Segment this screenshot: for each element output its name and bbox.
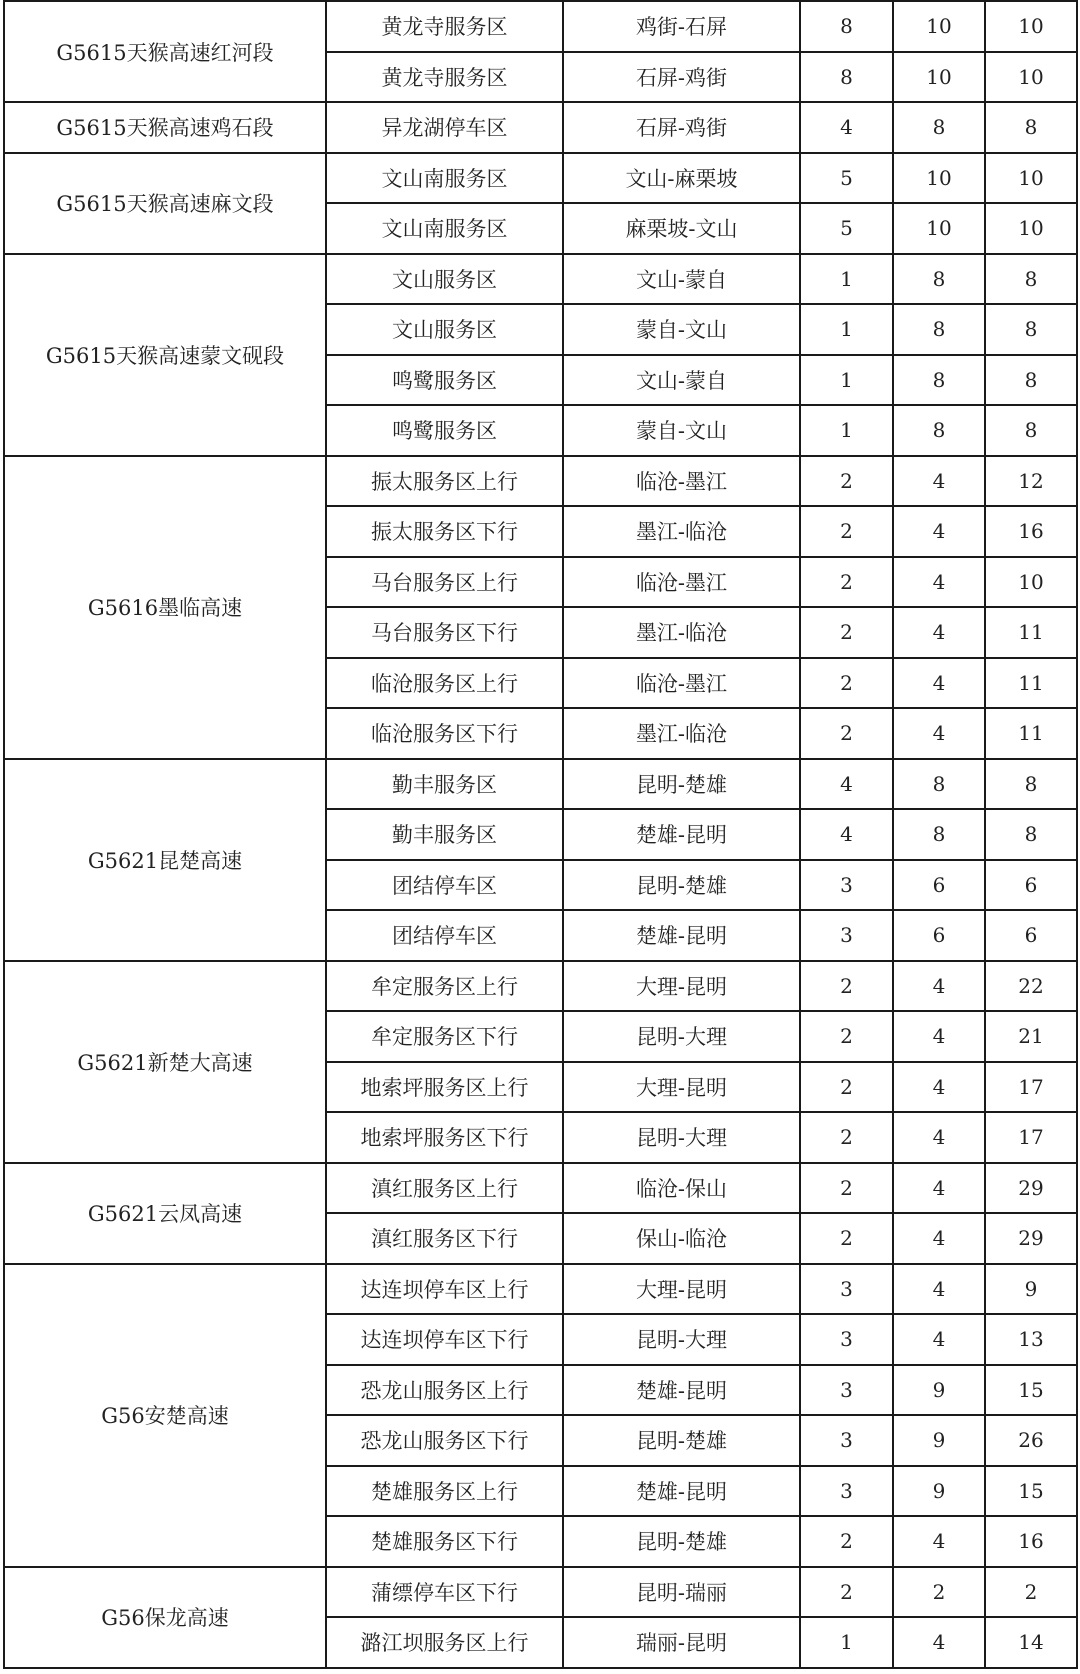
service-area-cell: 牟定服务区上行 xyxy=(326,961,563,1012)
service-area-cell: 鸣鹭服务区 xyxy=(326,405,563,456)
value-b-cell: 2 xyxy=(893,1567,985,1618)
direction-cell: 石屏-鸡街 xyxy=(563,52,800,103)
value-b-cell: 4 xyxy=(893,607,985,658)
direction-cell: 墨江-临沧 xyxy=(563,607,800,658)
service-area-cell: 滇红服务区下行 xyxy=(326,1213,563,1264)
table-row xyxy=(4,456,1077,507)
direction-cell: 昆明-瑞丽 xyxy=(563,1567,800,1618)
table-row xyxy=(4,102,1077,153)
direction-cell: 蒙自-文山 xyxy=(563,405,800,456)
value-a-cell: 2 xyxy=(800,1163,893,1214)
value-a-cell: 1 xyxy=(800,1617,893,1668)
service-area-cell: 鸣鹭服务区 xyxy=(326,355,563,406)
direction-cell: 昆明-大理 xyxy=(563,1112,800,1163)
value-b-cell: 4 xyxy=(893,456,985,507)
table-row xyxy=(4,1264,1077,1315)
value-b-cell: 10 xyxy=(893,203,985,254)
value-a-cell: 4 xyxy=(800,809,893,860)
road-section-cell: G5615天猴高速蒙文砚段 xyxy=(4,254,326,456)
service-area-cell: 勤丰服务区 xyxy=(326,759,563,810)
value-c-cell: 6 xyxy=(985,860,1077,911)
service-area-cell: 地索坪服务区上行 xyxy=(326,1062,563,1113)
value-b-cell: 4 xyxy=(893,708,985,759)
direction-cell: 昆明-楚雄 xyxy=(563,1415,800,1466)
value-b-cell: 8 xyxy=(893,809,985,860)
service-area-cell: 马台服务区下行 xyxy=(326,607,563,658)
value-b-cell: 4 xyxy=(893,1314,985,1365)
service-area-cell: 团结停车区 xyxy=(326,860,563,911)
value-c-cell: 8 xyxy=(985,405,1077,456)
value-a-cell: 2 xyxy=(800,506,893,557)
value-b-cell: 10 xyxy=(893,1,985,52)
road-section-cell: G5616墨临高速 xyxy=(4,456,326,759)
value-c-cell: 17 xyxy=(985,1062,1077,1113)
value-a-cell: 3 xyxy=(800,1466,893,1517)
service-area-cell: 地索坪服务区下行 xyxy=(326,1112,563,1163)
direction-cell: 石屏-鸡街 xyxy=(563,102,800,153)
value-c-cell: 10 xyxy=(985,557,1077,608)
service-area-cell: 勤丰服务区 xyxy=(326,809,563,860)
value-c-cell: 11 xyxy=(985,658,1077,709)
service-area-cell: 达连坝停车区上行 xyxy=(326,1264,563,1315)
value-a-cell: 2 xyxy=(800,557,893,608)
table-row xyxy=(4,1163,1077,1214)
value-c-cell: 29 xyxy=(985,1213,1077,1264)
value-b-cell: 4 xyxy=(893,1112,985,1163)
service-area-cell: 临沧服务区下行 xyxy=(326,708,563,759)
value-c-cell: 16 xyxy=(985,506,1077,557)
service-area-cell: 团结停车区 xyxy=(326,910,563,961)
value-a-cell: 2 xyxy=(800,1062,893,1113)
service-area-cell: 牟定服务区下行 xyxy=(326,1011,563,1062)
value-a-cell: 5 xyxy=(800,153,893,204)
direction-cell: 文山-蒙自 xyxy=(563,355,800,406)
value-c-cell: 10 xyxy=(985,203,1077,254)
value-b-cell: 6 xyxy=(893,860,985,911)
road-section-cell: G5615天猴高速鸡石段 xyxy=(4,102,326,153)
value-b-cell: 8 xyxy=(893,759,985,810)
value-b-cell: 10 xyxy=(893,52,985,103)
direction-cell: 昆明-楚雄 xyxy=(563,759,800,810)
direction-cell: 临沧-墨江 xyxy=(563,658,800,709)
direction-cell: 临沧-墨江 xyxy=(563,456,800,507)
road-section-cell: G5621云凤高速 xyxy=(4,1163,326,1264)
value-a-cell: 1 xyxy=(800,405,893,456)
value-c-cell: 10 xyxy=(985,153,1077,204)
direction-cell: 楚雄-昆明 xyxy=(563,1365,800,1416)
value-a-cell: 1 xyxy=(800,355,893,406)
table-row xyxy=(4,961,1077,1012)
value-b-cell: 4 xyxy=(893,1516,985,1567)
value-a-cell: 2 xyxy=(800,607,893,658)
service-area-cell: 马台服务区上行 xyxy=(326,557,563,608)
value-b-cell: 8 xyxy=(893,405,985,456)
direction-cell: 昆明-楚雄 xyxy=(563,860,800,911)
value-a-cell: 4 xyxy=(800,102,893,153)
direction-cell: 麻栗坡-文山 xyxy=(563,203,800,254)
value-b-cell: 4 xyxy=(893,961,985,1012)
value-a-cell: 1 xyxy=(800,254,893,305)
value-c-cell: 10 xyxy=(985,52,1077,103)
value-c-cell: 15 xyxy=(985,1365,1077,1416)
value-a-cell: 2 xyxy=(800,1112,893,1163)
value-b-cell: 8 xyxy=(893,254,985,305)
value-c-cell: 26 xyxy=(985,1415,1077,1466)
service-area-cell: 文山南服务区 xyxy=(326,203,563,254)
value-c-cell: 8 xyxy=(985,809,1077,860)
value-b-cell: 8 xyxy=(893,355,985,406)
value-a-cell: 2 xyxy=(800,658,893,709)
service-area-cell: 楚雄服务区上行 xyxy=(326,1466,563,1517)
road-section-cell: G5621昆楚高速 xyxy=(4,759,326,961)
value-a-cell: 2 xyxy=(800,708,893,759)
value-c-cell: 8 xyxy=(985,759,1077,810)
value-c-cell: 15 xyxy=(985,1466,1077,1517)
value-c-cell: 8 xyxy=(985,355,1077,406)
value-b-cell: 4 xyxy=(893,1011,985,1062)
table-row xyxy=(4,153,1077,204)
value-c-cell: 12 xyxy=(985,456,1077,507)
value-a-cell: 2 xyxy=(800,961,893,1012)
value-b-cell: 8 xyxy=(893,102,985,153)
direction-cell: 大理-昆明 xyxy=(563,1264,800,1315)
value-b-cell: 4 xyxy=(893,506,985,557)
direction-cell: 昆明-大理 xyxy=(563,1011,800,1062)
service-area-cell: 文山服务区 xyxy=(326,304,563,355)
value-c-cell: 6 xyxy=(985,910,1077,961)
direction-cell: 文山-蒙自 xyxy=(563,254,800,305)
value-c-cell: 11 xyxy=(985,708,1077,759)
direction-cell: 蒙自-文山 xyxy=(563,304,800,355)
value-b-cell: 8 xyxy=(893,304,985,355)
value-b-cell: 9 xyxy=(893,1415,985,1466)
value-c-cell: 17 xyxy=(985,1112,1077,1163)
value-b-cell: 4 xyxy=(893,1062,985,1113)
value-a-cell: 3 xyxy=(800,1415,893,1466)
service-area-cell: 滇红服务区上行 xyxy=(326,1163,563,1214)
table-row xyxy=(4,1,1077,52)
service-area-cell: 黄龙寺服务区 xyxy=(326,52,563,103)
table-row xyxy=(4,254,1077,305)
value-a-cell: 2 xyxy=(800,1516,893,1567)
service-area-cell: 振太服务区下行 xyxy=(326,506,563,557)
direction-cell: 临沧-保山 xyxy=(563,1163,800,1214)
service-area-cell: 异龙湖停车区 xyxy=(326,102,563,153)
service-area-cell: 文山服务区 xyxy=(326,254,563,305)
value-b-cell: 4 xyxy=(893,1163,985,1214)
direction-cell: 墨江-临沧 xyxy=(563,506,800,557)
value-c-cell: 22 xyxy=(985,961,1077,1012)
value-a-cell: 3 xyxy=(800,910,893,961)
value-a-cell: 5 xyxy=(800,203,893,254)
direction-cell: 楚雄-昆明 xyxy=(563,1466,800,1517)
direction-cell: 昆明-楚雄 xyxy=(563,1516,800,1567)
value-a-cell: 2 xyxy=(800,1213,893,1264)
value-a-cell: 8 xyxy=(800,1,893,52)
value-a-cell: 2 xyxy=(800,1011,893,1062)
service-area-cell: 文山南服务区 xyxy=(326,153,563,204)
value-b-cell: 4 xyxy=(893,1617,985,1668)
value-c-cell: 21 xyxy=(985,1011,1077,1062)
direction-cell: 墨江-临沧 xyxy=(563,708,800,759)
value-c-cell: 13 xyxy=(985,1314,1077,1365)
value-b-cell: 10 xyxy=(893,153,985,204)
value-a-cell: 2 xyxy=(800,456,893,507)
road-section-cell: G56保龙高速 xyxy=(4,1567,326,1668)
direction-cell: 昆明-大理 xyxy=(563,1314,800,1365)
value-b-cell: 4 xyxy=(893,557,985,608)
value-c-cell: 8 xyxy=(985,254,1077,305)
table-row xyxy=(4,1567,1077,1618)
value-a-cell: 2 xyxy=(800,1567,893,1618)
direction-cell: 瑞丽-昆明 xyxy=(563,1617,800,1668)
value-b-cell: 9 xyxy=(893,1365,985,1416)
direction-cell: 鸡街-石屏 xyxy=(563,1,800,52)
direction-cell: 大理-昆明 xyxy=(563,1062,800,1113)
value-c-cell: 14 xyxy=(985,1617,1077,1668)
value-a-cell: 3 xyxy=(800,1365,893,1416)
value-b-cell: 4 xyxy=(893,658,985,709)
value-b-cell: 9 xyxy=(893,1466,985,1517)
direction-cell: 文山-麻栗坡 xyxy=(563,153,800,204)
table-body xyxy=(4,1,1077,1668)
service-area-cell: 楚雄服务区下行 xyxy=(326,1516,563,1567)
direction-cell: 保山-临沧 xyxy=(563,1213,800,1264)
value-c-cell: 2 xyxy=(985,1567,1077,1618)
road-section-cell: G5615天猴高速红河段 xyxy=(4,1,326,102)
value-b-cell: 4 xyxy=(893,1264,985,1315)
service-area-cell: 临沧服务区上行 xyxy=(326,658,563,709)
value-a-cell: 8 xyxy=(800,52,893,103)
service-area-cell: 黄龙寺服务区 xyxy=(326,1,563,52)
service-area-cell: 达连坝停车区下行 xyxy=(326,1314,563,1365)
value-c-cell: 11 xyxy=(985,607,1077,658)
value-a-cell: 3 xyxy=(800,1264,893,1315)
value-a-cell: 1 xyxy=(800,304,893,355)
service-area-cell: 恐龙山服务区上行 xyxy=(326,1365,563,1416)
table-row xyxy=(4,759,1077,810)
value-c-cell: 29 xyxy=(985,1163,1077,1214)
road-section-cell: G5621新楚大高速 xyxy=(4,961,326,1163)
direction-cell: 楚雄-昆明 xyxy=(563,809,800,860)
direction-cell: 楚雄-昆明 xyxy=(563,910,800,961)
service-area-cell: 恐龙山服务区下行 xyxy=(326,1415,563,1466)
value-a-cell: 3 xyxy=(800,860,893,911)
direction-cell: 大理-昆明 xyxy=(563,961,800,1012)
road-section-cell: G56安楚高速 xyxy=(4,1264,326,1567)
service-area-cell: 潞江坝服务区上行 xyxy=(326,1617,563,1668)
road-section-cell: G5615天猴高速麻文段 xyxy=(4,153,326,254)
value-c-cell: 10 xyxy=(985,1,1077,52)
value-a-cell: 3 xyxy=(800,1314,893,1365)
service-area-cell: 蒲缥停车区下行 xyxy=(326,1567,563,1618)
value-b-cell: 6 xyxy=(893,910,985,961)
value-c-cell: 9 xyxy=(985,1264,1077,1315)
value-c-cell: 16 xyxy=(985,1516,1077,1567)
value-c-cell: 8 xyxy=(985,102,1077,153)
service-area-table xyxy=(3,0,1078,1669)
value-a-cell: 4 xyxy=(800,759,893,810)
direction-cell: 临沧-墨江 xyxy=(563,557,800,608)
service-area-cell: 振太服务区上行 xyxy=(326,456,563,507)
value-c-cell: 8 xyxy=(985,304,1077,355)
value-b-cell: 4 xyxy=(893,1213,985,1264)
